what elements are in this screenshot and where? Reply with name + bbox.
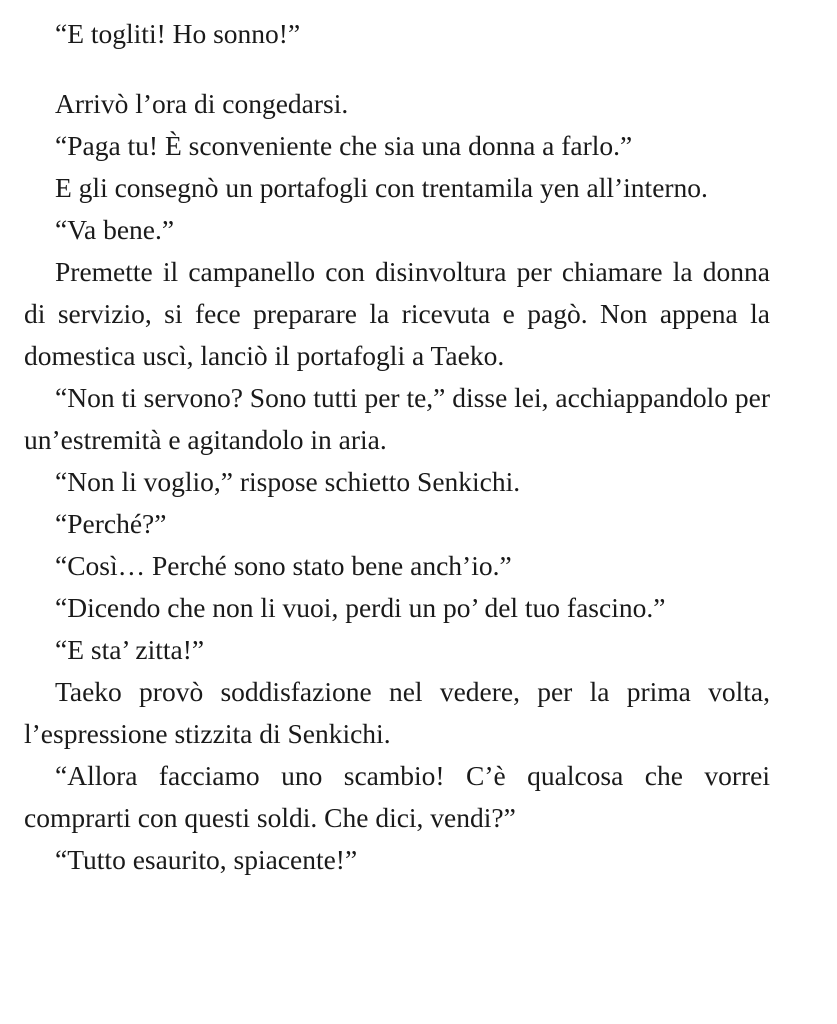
paragraph-14: “Allora facciamo uno scambio! C’è qualcosa che vorrei comprarti con questi soldi. Che dici, vendi?” [24, 760, 770, 833]
paragraph-13: Taeko provò soddisfazione nel vedere, per la prima volta, l’espressione stizzita di Senkichi. [24, 676, 770, 749]
paragraph-4: E gli consegnò un portafogli con trentamila yen all’interno. [55, 172, 708, 203]
paragraph-15: “Tutto esaurito, spiacente!” [55, 844, 358, 875]
book-page [24, 13, 770, 881]
paragraph-3: “Paga tu! È sconveniente che sia una donna a farlo.” [55, 130, 633, 161]
paragraph-5: “Va bene.” [55, 214, 175, 245]
paragraph-11: “Dicendo che non li vuoi, perdi un po’ del tuo fascino.” [55, 592, 666, 623]
paragraph-12: “E sta’ zitta!” [55, 634, 205, 665]
paragraph-9: “Perché?” [55, 508, 167, 539]
paragraph-1: “E togliti! Ho sonno!” [55, 18, 301, 49]
paragraph-7: “Non ti servono? Sono tutti per te,” disse lei, acchiappandolo per un’estremità e agitandolo in aria. [24, 382, 770, 455]
paragraph-10: “Così… Perché sono stato bene anch’io.” [55, 550, 512, 581]
paragraph-8: “Non li voglio,” rispose schietto Senkichi. [55, 466, 521, 497]
paragraph-2: Arrivò l’ora di congedarsi. [55, 88, 349, 119]
paragraph-6: Premette il campanello con disinvoltura per chiamare la donna di servizio, si fece preparare la ricevuta e pagò. Non appena la domestica uscì, lanciò il portafogli a Taeko. [24, 256, 770, 371]
